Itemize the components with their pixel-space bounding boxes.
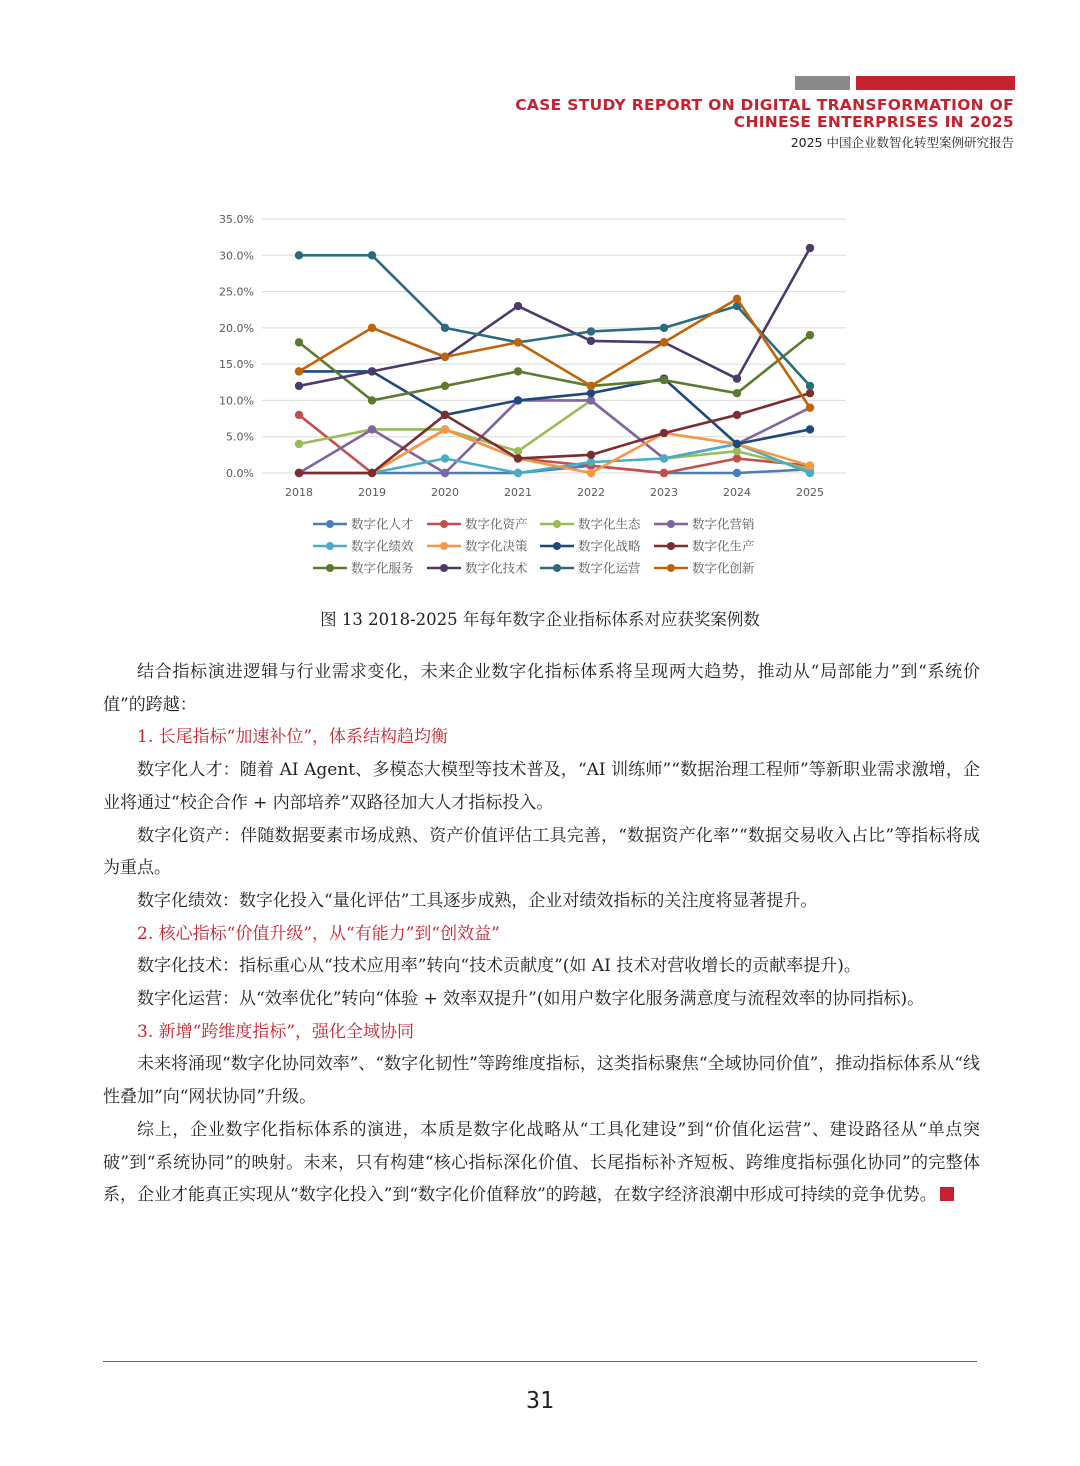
legend-entry: 数字化决策 [465,538,528,554]
data-point [295,251,303,259]
legend-entry: 数字化战略 [578,538,641,554]
data-point [514,469,522,477]
paragraph-text: 1. 长尾指标“加速补位”，体系结构趋均衡 [137,727,449,748]
data-point [368,367,376,375]
paragraph [103,820,980,885]
paragraph-text: 数字化资产：伴随数据要素市场成熟、资产价值评估工具完善，“数据资产化率”“数据交易收入占比”等指标将成为重点。 [103,825,980,879]
header-english-title [515,97,1014,131]
x-tick-label: 2021 [504,486,532,499]
y-tick-label: 10.0% [219,394,254,408]
data-point [514,367,522,375]
legend-marker [440,520,448,528]
paragraph-text: 数字化人才：随着 AI Agent、多模态大模型等技术普及，“AI 训练师”“数据治理工程师”等新职业需求激增，企业将通过“校企合作 + 内部培养”双路径加大人才指标投入。 [103,760,980,813]
data-point [806,382,814,390]
data-point [441,353,449,361]
data-point [368,469,376,477]
data-point [806,425,814,433]
data-point [806,244,814,252]
data-point [441,411,449,419]
paragraph [103,1114,980,1212]
data-point [295,440,303,448]
data-point [733,389,741,397]
y-tick-label: 20.0% [219,321,254,335]
data-point [733,440,741,448]
legend-entry: 数字化人才 [351,516,414,532]
x-tick-label: 2018 [285,486,313,499]
legend-entry: 数字化服务 [351,560,414,576]
data-point [660,469,668,477]
data-point [514,396,522,404]
data-point [368,251,376,259]
y-tick-label: 5.0% [226,430,254,444]
legend-marker [553,564,561,572]
data-point [587,469,595,477]
header-red-bar [856,76,1015,90]
data-point [514,454,522,462]
legend-marker [440,542,448,550]
data-point [587,337,595,345]
data-point [733,447,741,455]
legend-marker [667,564,675,572]
data-point [806,403,814,411]
data-point [733,469,741,477]
paragraph [103,983,980,1016]
legend-marker [667,542,675,550]
data-point [514,338,522,346]
data-point [295,469,303,477]
data-point [733,295,741,303]
body-text [103,656,980,1212]
x-tick-label: 2025 [796,486,824,499]
y-tick-label: 35.0% [219,213,254,226]
paragraph-text: 数字化绩效：数字化投入“量化评估”工具逐步成熟，企业对绩效指标的关注度将显著提升。 [137,890,818,911]
series-line-9 [299,335,810,400]
data-point [733,374,741,382]
data-point [806,462,814,470]
paragraph-text: 2. 核心指标“价值升级”，从“有能力”到“创效益” [137,923,500,944]
section-heading [103,1016,980,1049]
data-point [441,425,449,433]
end-mark-icon [940,1187,954,1201]
data-point [295,338,303,346]
data-point [806,331,814,339]
paragraph-text: 数字化技术：指标重心从“技术应用率”转向“技术贡献度”(如 AI 技术对营收增长的贡献率提升)。 [137,956,861,977]
data-point [441,382,449,390]
paragraph [103,885,980,918]
data-point [441,469,449,477]
data-point [806,469,814,477]
data-point [295,382,303,390]
y-tick-label: 30.0% [219,249,254,263]
paragraph [103,754,980,819]
legend-entry: 数字化资产 [465,516,528,532]
legend-entry: 数字化创新 [692,560,755,576]
data-point [368,396,376,404]
data-point [733,411,741,419]
data-point [441,324,449,332]
legend-marker [553,520,561,528]
paragraph-text: 未来将涌现“数字化协同效率”、“数字化韧性”等跨维度指标，这类指标聚焦“全域协同价值”，推动指标体系从“线性叠加”向“网状协同”升级。 [103,1054,980,1108]
legend-entry: 数字化运营 [578,560,641,576]
section-heading [103,721,980,754]
data-point [587,382,595,390]
x-tick-label: 2019 [358,486,386,499]
data-point [587,327,595,335]
paragraph-text: 综上，企业数字化指标体系的演进，本质是数字化战略从“工具化建设”到“价值化运营”、建设路径从“单点突破”到“系统协同”的映射。未来，只有构建“核心指标深化价值、长尾指标补齐短板、跨维度指标强化协同”的完整体系，企业才能真正实现从“数字化投入”到“数字化价值释放”的跨越，在数字经济浪潮中形成可持续的竞争优势。 [103,1119,980,1206]
header-chinese-title: 2025 中国企业数智化转型案例研究报告 [790,135,1014,150]
y-tick-label: 0.0% [226,467,254,480]
x-tick-label: 2023 [650,486,678,499]
data-point [660,338,668,346]
header-english-line-1: CASE STUDY REPORT ON DIGITAL TRANSFORMATION OF [515,96,1014,114]
page-number: 31 [526,1388,554,1414]
data-point [368,324,376,332]
paragraph-text: 数字化运营：从“效率优化”转向“体验 + 效率双提升”(如用户数字化服务满意度与流程效率的协同指标)。 [137,989,925,1010]
data-point [587,396,595,404]
legend-marker [440,564,448,572]
paragraph [103,1048,980,1113]
legend-marker [553,542,561,550]
legend-marker [667,520,675,528]
data-point [733,454,741,462]
header-gray-bar [795,76,850,90]
data-point [295,411,303,419]
footer-divider [103,1361,977,1362]
legend-entry: 数字化生产 [692,538,755,554]
data-point [514,302,522,310]
x-tick-label: 2020 [431,486,459,499]
legend-entry: 数字化绩效 [351,538,414,554]
paragraph [103,950,980,983]
paragraph [103,656,980,721]
line-chart [200,200,880,595]
data-point [587,389,595,397]
data-point [441,454,449,462]
data-point [660,454,668,462]
legend-marker [326,564,334,572]
data-point [660,324,668,332]
paragraph-text: 结合指标演进逻辑与行业需求变化，未来企业数字化指标体系将呈现两大趋势，推动从“局部能力”到“系统价值”的跨越： [103,662,980,715]
data-point [587,451,595,459]
data-point [806,389,814,397]
y-tick-label: 25.0% [219,285,254,299]
section-heading [103,918,980,951]
header-english-line-2: CHINESE ENTERPRISES IN 2025 [733,113,1014,131]
paragraph-text: 3. 新增“跨维度指标”，强化全域协同 [137,1021,415,1042]
data-point [587,458,595,466]
data-point [295,367,303,375]
data-point [368,425,376,433]
x-tick-label: 2024 [723,486,751,499]
y-tick-label: 15.0% [219,358,254,372]
data-point [514,447,522,455]
data-point [660,376,668,384]
legend-marker [326,520,334,528]
figure-caption: 图 13 2018-2025 年每年数字企业指标体系对应获奖案例数 [320,610,760,629]
data-point [660,429,668,437]
legend-entry: 数字化营销 [692,516,755,532]
x-tick-label: 2022 [577,486,605,499]
legend-entry: 数字化技术 [465,560,528,576]
legend-entry: 数字化生态 [578,516,641,532]
legend-marker [326,542,334,550]
series-line-11 [299,255,810,386]
